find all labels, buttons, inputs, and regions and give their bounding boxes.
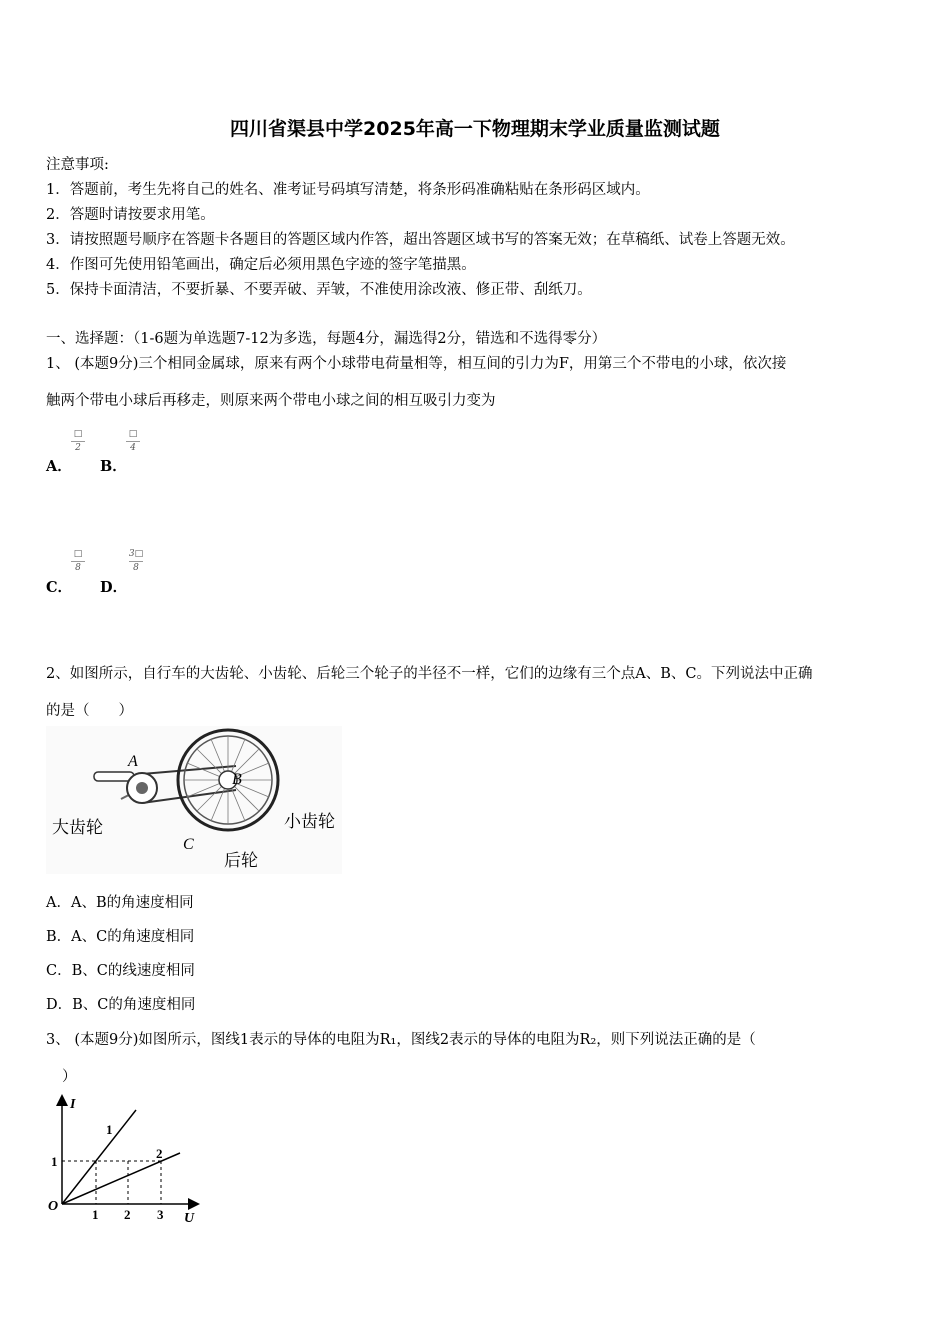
notice-item-4: 4．作图可先使用铅笔画出，确定后必须用黑色字迹的签字笔描黑。 <box>46 257 476 273</box>
q1-option-a-label: A． <box>46 458 72 475</box>
notice-item-5: 5．保持卡面清洁，不要折暴、不要弄破、弄皱，不准使用涂改液、修正带、刮纸刀。 <box>46 282 592 298</box>
section-heading: 一、选择题：（1-6题为单选题7-12为多选，每题4分，漏选得2分，错选和不选得零分） <box>46 331 607 347</box>
q2-option-d: D．B、C的角速度相同 <box>46 997 196 1013</box>
q1-option-b-label: B． <box>100 458 127 475</box>
small-gear-label: 小齿轮 <box>284 812 335 831</box>
q1-option-c-fraction <box>68 549 88 574</box>
q1-option-b-fraction <box>123 429 143 454</box>
fraction-denominator: 2 <box>75 443 81 453</box>
notice-item-3: 3．请按照题号顺序在答题卡各题目的答题区域内作答，超出答题区域书写的答案无效；在草稿纸、试卷上答题无效。 <box>46 232 795 248</box>
q1-option-c-label: C． <box>46 579 73 596</box>
q1-option-a-fraction <box>68 429 88 454</box>
point-b-label: B <box>232 771 242 788</box>
graph-line-1 <box>62 1110 136 1204</box>
rear-wheel-label: 后轮 <box>224 851 258 870</box>
fraction-numerator: 3□ <box>128 549 144 559</box>
point-c-label: C <box>183 836 194 853</box>
question-3-line-1: 3、 (本题9分)如图所示，图线1表示的导体的电阻为R₁，图线2表示的导体的电阻为R₂，则下列说法正确的是（ <box>46 1032 756 1048</box>
pedal-arm <box>94 772 134 781</box>
notice-item-1: 1．答题前，考生先将自己的姓名、准考证号码填写清楚，将条形码准确粘贴在条形码区域内。 <box>46 182 650 198</box>
x-tick-1: 1 <box>92 1207 99 1222</box>
fraction-denominator: 8 <box>133 563 139 573</box>
question-2-line-2: 的是（ ） <box>46 703 133 719</box>
notice-item-2: 2．答题时请按要求用笔。 <box>46 207 215 223</box>
question-3-line-2: ） <box>62 1069 77 1085</box>
page-title: 四川省渠县中学2025年高一下物理期末学业质量监测试题 <box>230 118 720 140</box>
question-2-line-1: 2、如图所示，自行车的大齿轮、小齿轮、后轮三个轮子的半径不一样，它们的边缘有三个点A、B、C。下列说法中正确 <box>46 666 813 682</box>
bicycle-figure <box>46 726 342 874</box>
q2-option-c: C．B、C的线速度相同 <box>46 963 195 979</box>
big-gear-label: 大齿轮 <box>52 818 103 837</box>
y-tick-1: 1 <box>51 1154 58 1169</box>
q1-option-d-label: D． <box>100 579 128 596</box>
q2-option-a: A．A、B的角速度相同 <box>46 895 194 911</box>
fraction-numerator: □ <box>73 429 83 439</box>
fraction-numerator: □ <box>73 549 83 559</box>
big-gear-hub <box>136 782 148 794</box>
x-tick-2: 2 <box>124 1207 131 1222</box>
x-tick-3: 3 <box>157 1207 164 1222</box>
fraction-denominator: 4 <box>130 443 136 453</box>
u-axis-label: U <box>184 1211 195 1226</box>
fraction-numerator: □ <box>128 429 138 439</box>
q1-option-d-fraction <box>126 549 146 574</box>
i-axis-label: I <box>70 1097 76 1112</box>
fraction-denominator: 8 <box>75 563 81 573</box>
iu-graph <box>44 1092 204 1227</box>
point-a-label: A <box>128 753 138 770</box>
question-1-line-2: 触两个带电小球后再移走，则原来两个带电小球之间的相互吸引力变为 <box>46 393 496 409</box>
line-2-label: 2 <box>156 1146 163 1161</box>
notice-heading: 注意事项: <box>46 157 109 173</box>
q2-option-b: B．A、C的角速度相同 <box>46 929 195 945</box>
question-1-line-1: 1、 (本题9分)三个相同金属球，原来有两个小球带电荷量相等，相互间的引力为F，用第三个不带电的小球，依次接 <box>46 356 787 372</box>
origin-label: O <box>48 1199 59 1214</box>
line-1-label: 1 <box>106 1122 113 1137</box>
